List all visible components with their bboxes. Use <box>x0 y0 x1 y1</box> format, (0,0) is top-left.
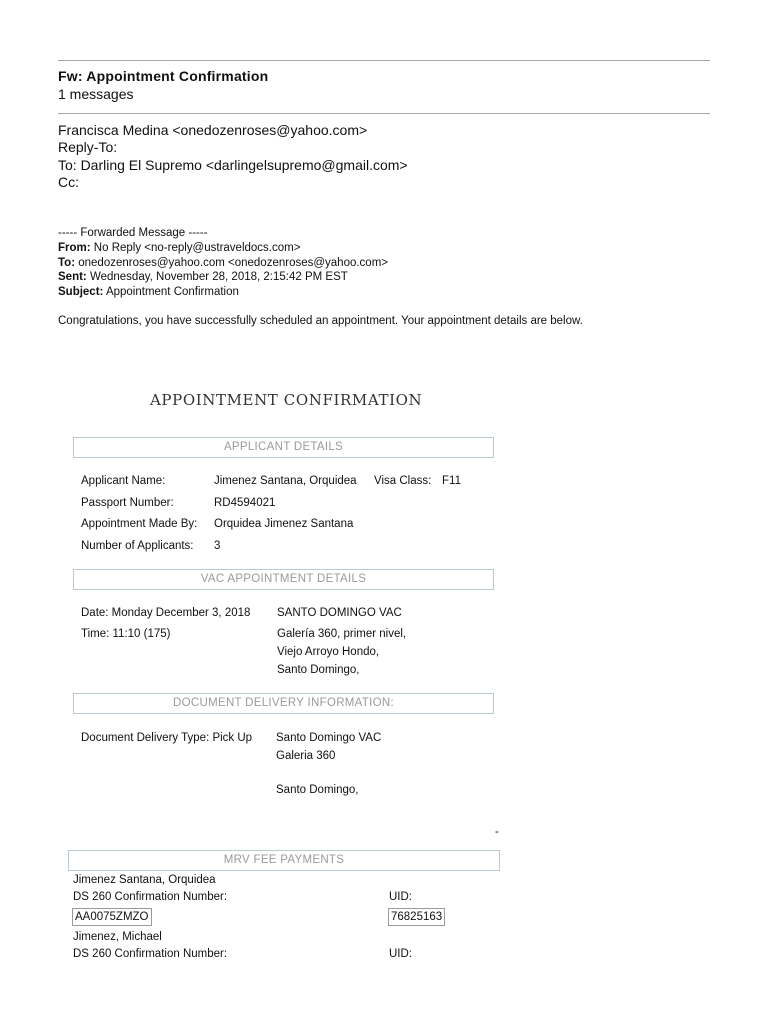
vac-location-line: Galería 360, primer nivel, <box>277 628 407 640</box>
dash-mark: - <box>495 826 499 838</box>
forward-to-label: To: <box>58 256 76 269</box>
forward-subject <box>58 285 388 300</box>
vac-details-header: VAC APPOINTMENT DETAILS <box>73 569 494 590</box>
forward-sent-label: Sent: <box>58 271 87 284</box>
delivery-location-line: Santo Domingo VAC <box>276 732 382 744</box>
payment-name: Jimenez, Michael <box>73 931 162 943</box>
uid-label: UID: <box>389 891 412 903</box>
applicant-name-value: Jimenez Santana, Orquidea <box>214 475 357 487</box>
forward-sent <box>58 270 388 285</box>
applicant-name-label: Applicant Name: <box>81 475 166 487</box>
confirmation-title: APPOINTMENT CONFIRMATION <box>150 391 423 409</box>
vac-location-line: Santo Domingo, <box>277 664 360 676</box>
email-subject: Fw: Appointment Confirmation <box>58 68 269 84</box>
forward-from-value: No Reply <no-reply@ustraveldocs.com> <box>93 241 301 254</box>
delivery-info-header: DOCUMENT DELIVERY INFORMATION: <box>73 693 494 714</box>
passport-value: RD4594021 <box>214 497 276 509</box>
forward-sent-value: Wednesday, November 28, 2018, 2:15:42 PM EST <box>89 271 348 284</box>
ds260-label: DS 260 Confirmation Number: <box>73 948 228 960</box>
visa-class-label: Visa Class: <box>374 475 432 487</box>
message-count: 1 messages <box>58 86 134 102</box>
forward-to-value: onedozenroses@yahoo.com <onedozenroses@yahoo.com> <box>78 256 388 269</box>
email-from: Francisca Medina <onedozenroses@yahoo.com> <box>58 122 368 138</box>
ds260-number-field: AA0075ZMZO <box>72 908 152 926</box>
appointment-time: Time: 11:10 (175) <box>81 628 171 640</box>
top-divider <box>58 60 710 61</box>
email-reply-to: Reply-To: <box>58 139 118 155</box>
vac-location-line: Viejo Arroyo Hondo, <box>277 646 380 658</box>
made-by-label: Appointment Made By: <box>81 518 198 530</box>
made-by-value: Orquidea Jimenez Santana <box>214 518 354 530</box>
forward-from-label: From: <box>58 241 91 254</box>
appointment-date: Date: Monday December 3, 2018 <box>81 607 251 619</box>
delivery-location-line: Santo Domingo, <box>276 784 359 796</box>
uid-number-field: 76825163 <box>388 908 445 926</box>
email-cc: Cc: <box>58 174 79 190</box>
num-applicants-value: 3 <box>214 540 221 552</box>
passport-label: Passport Number: <box>81 497 174 509</box>
delivery-type: Document Delivery Type: Pick Up <box>81 732 253 744</box>
mrv-fee-header: MRV FEE PAYMENTS <box>68 850 500 871</box>
forward-from <box>58 241 388 256</box>
num-applicants-label: Number of Applicants: <box>81 540 194 552</box>
forward-subject-label: Subject: <box>58 286 104 299</box>
forwarded-header <box>58 226 388 300</box>
delivery-location-line: Galeria 360 <box>276 750 336 762</box>
forward-subject-value: Appointment Confirmation <box>105 286 239 299</box>
ds260-label: DS 260 Confirmation Number: <box>73 891 228 903</box>
email-to: To: Darling El Supremo <darlingelsupremo@gmail.com> <box>58 157 408 173</box>
header-divider <box>58 113 710 114</box>
intro-text: Congratulations, you have successfully scheduled an appointment. Your appointment details are below. <box>58 315 583 327</box>
payment-name: Jimenez Santana, Orquidea <box>73 874 216 886</box>
forward-separator: ----- Forwarded Message ----- <box>58 227 208 239</box>
uid-label: UID: <box>389 948 412 960</box>
forward-to <box>58 256 388 271</box>
visa-class-value: F11 <box>442 475 461 487</box>
applicant-details-header: APPLICANT DETAILS <box>73 437 494 458</box>
vac-location-line: SANTO DOMINGO VAC <box>277 607 402 619</box>
